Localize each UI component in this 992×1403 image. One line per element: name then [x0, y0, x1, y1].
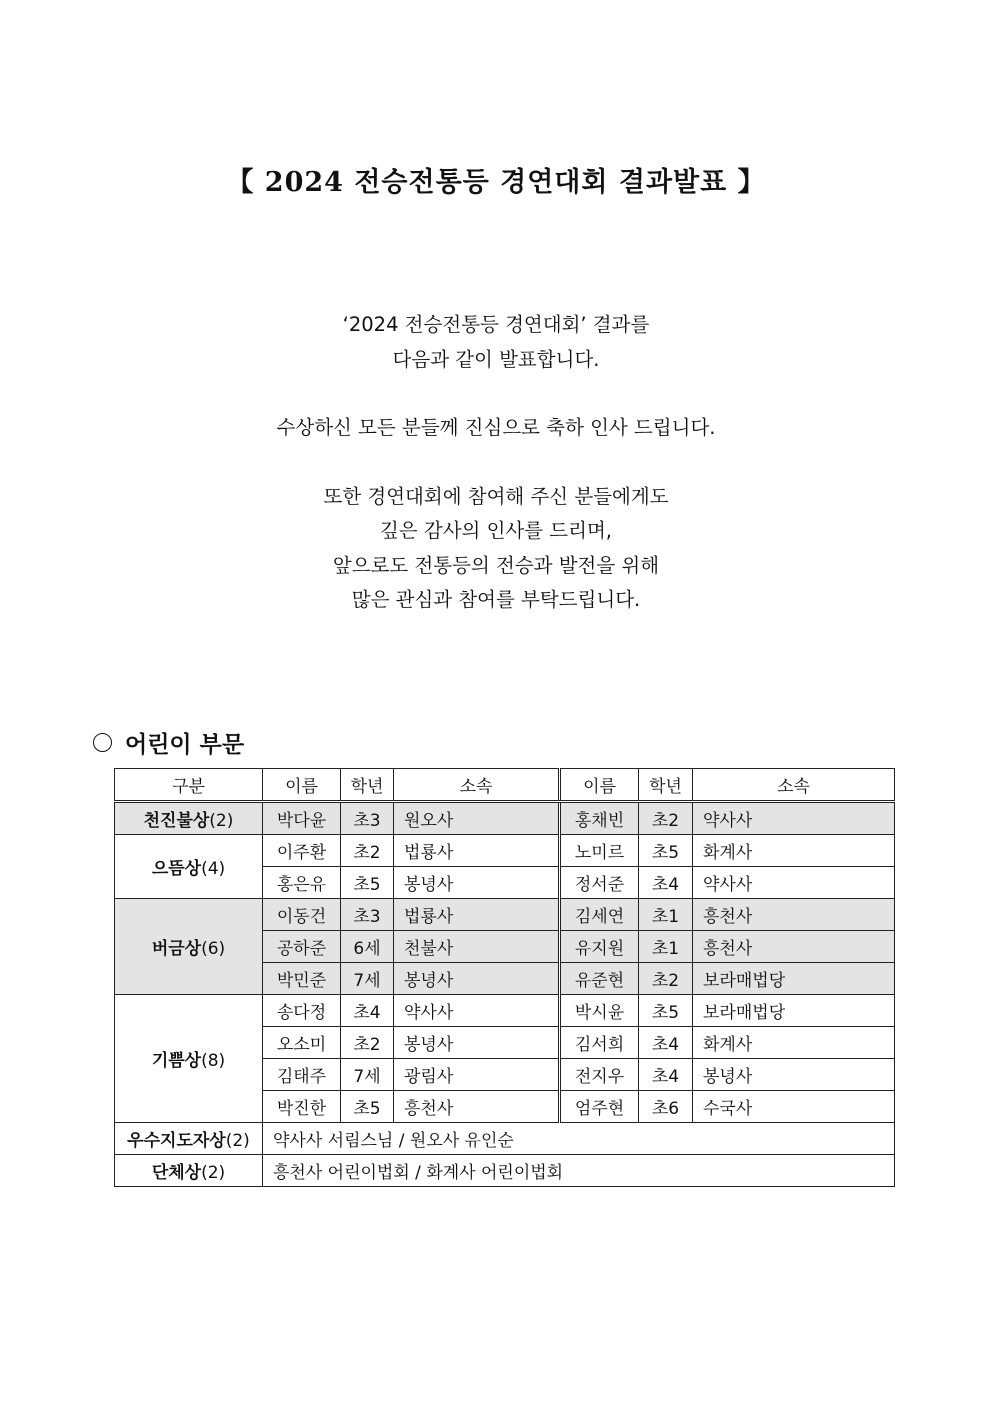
cell-grade: 7세: [341, 1059, 394, 1091]
table-row: [115, 995, 895, 1027]
award-name: 단체상: [151, 1163, 202, 1183]
cell-affiliation: 봉녕사: [394, 1027, 560, 1059]
intro-line: 많은 관심과 참여를 부탁드립니다.: [351, 588, 641, 611]
award-name: 기쁨상: [151, 1051, 202, 1071]
cell-affiliation: 약사사: [693, 867, 895, 899]
cell-grade: 초3: [341, 899, 394, 931]
award-name: 버금상: [151, 939, 202, 959]
cell-grade: 초5: [639, 835, 693, 867]
award-count: (2): [209, 811, 234, 831]
cell-name: 노미르: [560, 835, 639, 867]
cell-affiliation: 보라매법당: [693, 995, 895, 1027]
award-count: (2): [201, 1163, 226, 1183]
award-recipients: 약사사 서림스님 / 원오사 유인순: [263, 1123, 895, 1155]
cell-affiliation: 보라매법당: [693, 963, 895, 995]
cell-grade: 초4: [341, 995, 394, 1027]
cell-name: 박다윤: [263, 802, 341, 835]
cell-grade: 초2: [639, 963, 693, 995]
cell-grade: 초1: [639, 931, 693, 963]
intro-line: 수상하신 모든 분들께 진심으로 축하 인사 드립니다.: [276, 416, 716, 439]
award-category-cell: [115, 899, 263, 995]
cell-affiliation: 화계사: [693, 1027, 895, 1059]
cell-grade: 초3: [341, 802, 394, 835]
cell-affiliation: 광림사: [394, 1059, 560, 1091]
cell-grade: 7세: [341, 963, 394, 995]
table-row: [115, 899, 895, 931]
cell-grade: 초4: [639, 867, 693, 899]
cell-name: 김서희: [560, 1027, 639, 1059]
circle-bullet-icon: [93, 733, 112, 752]
cell-affiliation: 원오사: [394, 802, 560, 835]
section-heading: [93, 726, 244, 759]
cell-affiliation: 천불사: [394, 931, 560, 963]
section-title: 어린이 부문: [125, 732, 245, 758]
cell-name: 엄주현: [560, 1091, 639, 1123]
cell-name: 박시윤: [560, 995, 639, 1027]
cell-affiliation: 봉녕사: [394, 867, 560, 899]
cell-grade: 초4: [639, 1027, 693, 1059]
table-row: [115, 835, 895, 867]
leader-award-row: [115, 1123, 895, 1155]
cell-affiliation: 흥천사: [693, 899, 895, 931]
col-header-name: 이름: [560, 769, 639, 802]
award-category-cell: [115, 802, 263, 835]
cell-grade: 초5: [639, 995, 693, 1027]
cell-name: 홍은유: [263, 867, 341, 899]
cell-grade: 초1: [639, 899, 693, 931]
cell-affiliation: 약사사: [693, 802, 895, 835]
cell-grade: 초2: [639, 802, 693, 835]
results-table: [114, 768, 895, 1187]
cell-affiliation: 흥천사: [693, 931, 895, 963]
award-recipients: 흥천사 어린이법회 / 화계사 어린이법회: [263, 1155, 895, 1187]
col-header-grade: 학년: [341, 769, 394, 802]
award-count: (2): [225, 1131, 250, 1151]
cell-name: 이주환: [263, 835, 341, 867]
cell-affiliation: 봉녕사: [693, 1059, 895, 1091]
table-row: [115, 802, 895, 835]
award-name: 으뜸상: [151, 859, 202, 879]
cell-name: 김세연: [560, 899, 639, 931]
cell-name: 오소미: [263, 1027, 341, 1059]
intro-text: [0, 308, 992, 618]
cell-name: 홍채빈: [560, 802, 639, 835]
cell-affiliation: 수국사: [693, 1091, 895, 1123]
award-count: (6): [201, 939, 226, 959]
award-name: 천진불상: [143, 811, 210, 831]
cell-affiliation: 봉녕사: [394, 963, 560, 995]
cell-grade: 초2: [341, 1027, 394, 1059]
award-name: 우수지도자상: [127, 1131, 226, 1151]
cell-name: 박진한: [263, 1091, 341, 1123]
cell-name: 유지원: [560, 931, 639, 963]
cell-name: 김태주: [263, 1059, 341, 1091]
col-header-affiliation: 소속: [394, 769, 560, 802]
cell-name: 유준현: [560, 963, 639, 995]
intro-line: 깊은 감사의 인사를 드리며,: [379, 519, 612, 542]
cell-name: 박민준: [263, 963, 341, 995]
award-category-cell: [115, 835, 263, 899]
award-count: (4): [201, 859, 226, 879]
award-category-cell: [115, 1155, 263, 1187]
cell-name: 송다정: [263, 995, 341, 1027]
cell-grade: 초2: [341, 835, 394, 867]
intro-line: 또한 경연대회에 참여해 주신 분들에게도: [323, 484, 669, 508]
page-title: 【 2024 전승전통등 경연대회 결과발표 】: [226, 167, 766, 198]
cell-affiliation: 법룡사: [394, 899, 560, 931]
cell-grade: 초4: [639, 1059, 693, 1091]
cell-grade: 초5: [341, 1091, 394, 1123]
cell-affiliation: 화계사: [693, 835, 895, 867]
award-category-cell: [115, 995, 263, 1123]
cell-name: 이동건: [263, 899, 341, 931]
cell-name: 전지우: [560, 1059, 639, 1091]
cell-affiliation: 흥천사: [394, 1091, 560, 1123]
cell-grade: 초5: [341, 867, 394, 899]
intro-line: 앞으로도 전통등의 전승과 발전을 위해: [332, 553, 660, 577]
cell-affiliation: 법룡사: [394, 835, 560, 867]
col-header-category: 구분: [115, 769, 263, 802]
table-header-row: [115, 769, 895, 802]
cell-affiliation: 약사사: [394, 995, 560, 1027]
cell-grade: 6세: [341, 931, 394, 963]
award-category-cell: [115, 1123, 263, 1155]
cell-name: 정서준: [560, 867, 639, 899]
col-header-grade: 학년: [639, 769, 693, 802]
cell-grade: 초6: [639, 1091, 693, 1123]
group-award-row: [115, 1155, 895, 1187]
intro-line: ‘2024 전승전통등 경연대회’ 결과를: [342, 313, 650, 336]
col-header-affiliation: 소속: [693, 769, 895, 802]
cell-name: 공하준: [263, 931, 341, 963]
intro-line: 다음과 같이 발표합니다.: [392, 347, 600, 371]
award-count: (8): [201, 1051, 226, 1071]
col-header-name: 이름: [263, 769, 341, 802]
